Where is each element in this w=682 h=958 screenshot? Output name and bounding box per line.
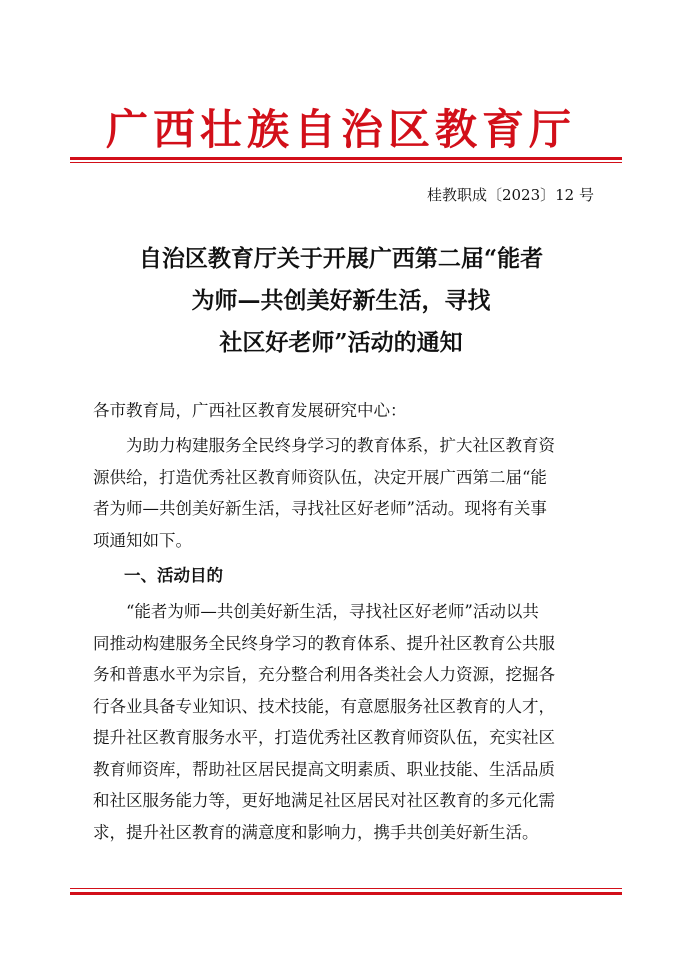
paragraph-line: 同推动构建服务全民终身学习的教育体系、提升社区教育公共服 [93,633,555,653]
title-line: 自治区教育厅关于开展广西第二届“能者 [138,245,544,272]
paragraph-line: 教育师资库，帮助社区居民提高文明素质、职业技能、生活品质 [93,759,555,779]
paragraph-line: 务和普惠水平为宗旨，充分整合利用各类社会人力资源，挖掘各 [93,665,555,684]
document-title [90,238,592,364]
paragraph-line: 项通知如下。 [93,530,192,550]
paragraph-line: 行各业具备专业知识、技术技能，有意愿服务社区教育的人才， [93,696,555,716]
paragraph-line: “能者为师—共创美好新生活，寻找社区好老师”活动以共 [93,602,539,621]
header-rule-thin [70,162,622,163]
title-line: 为师—共创美好新生活，寻找 [191,287,491,314]
paragraph-line: 和社区服务能力等，更好地满足社区居民对社区教育的多元化需 [93,791,555,810]
paragraph-line: 为助力构建服务全民终身学习的教育体系，扩大社区教育资 [93,436,555,455]
header-rule-thick [70,157,622,160]
footer-rule-thin [70,888,622,889]
salutation: 各市教育局，广西社区教育发展研究中心： [93,401,407,420]
intro-paragraph [93,430,599,556]
document-number: 桂教职成〔2023〕12 号 [426,186,594,204]
section-heading-purpose: 一、活动目的 [124,566,223,585]
footer-rule-thick [70,892,622,895]
paragraph-line: 求，提升社区教育的满意度和影响力，携手共创美好新生活。 [93,822,539,842]
paragraph-line: 提升社区教育服务水平，打造优秀社区教育师资队伍，充实社区 [93,728,555,747]
paragraph-line: 源供给，打造优秀社区教育师资队伍，决定开展广西第二届“能 [93,467,547,487]
org-header-title: 广西壮族自治区教育厅 [105,105,576,154]
title-line: 社区好老师”活动的通知 [219,329,463,356]
paragraph-line: 者为师—共创美好新生活，寻找社区好老师”活动。现将有关事 [93,499,547,518]
purpose-paragraph [93,596,599,848]
